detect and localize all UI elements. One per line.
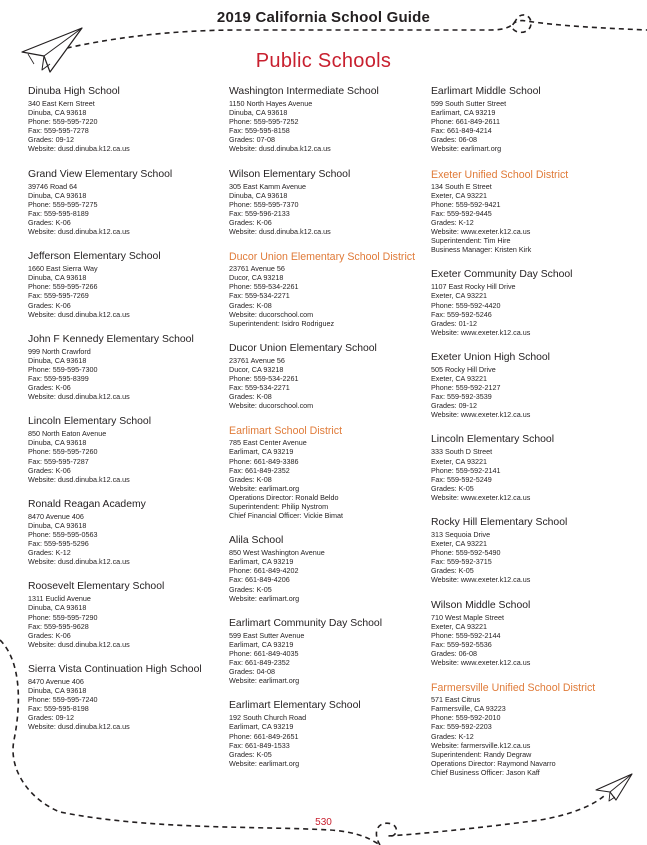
school-name: Wilson Elementary School <box>229 168 351 180</box>
section-title: Public Schools <box>255 50 392 72</box>
listing-detail-line: Grades: 06-08 <box>431 648 477 658</box>
school-listing <box>28 251 224 319</box>
school-name: Roosevelt Elementary School <box>28 581 165 593</box>
listing-detail-line: Dinuba, CA 93618 <box>28 190 87 200</box>
listing-detail-line: 710 West Maple Street <box>431 612 504 622</box>
listing-detail-line: Phone: 559-592-5490 <box>431 548 501 558</box>
listing-detail-line: Grades: K-12 <box>28 548 71 558</box>
listing-detail-line: Fax: 559-592-9445 <box>431 208 492 218</box>
listing-detail-line: 39746 Road 64 <box>28 181 78 191</box>
listing-detail-line: 599 East Sutter Avenue <box>229 630 305 640</box>
listing-detail-line: Phone: 559-595-7275 <box>28 199 98 209</box>
listing-detail-line: Grades: K-06 <box>28 383 71 393</box>
listing-detail-line: Phone: 559-592-4420 <box>431 300 501 310</box>
listing-detail-line: Website: farmersville.k12.ca.us <box>431 740 531 750</box>
listing-detail-line: Dinuba, CA 93618 <box>28 355 87 365</box>
school-name: Dinuba High School <box>28 86 120 97</box>
listing-detail-line: Grades: 01-12 <box>431 318 477 328</box>
listing-detail-line: Phone: 559-592-2141 <box>431 465 501 475</box>
listing-detail-line: Fax: 559-534-2271 <box>229 383 290 393</box>
listing-detail-line: Fax: 661-849-1533 <box>229 740 290 750</box>
listing-detail-line: Fax: 559-595-8158 <box>229 126 290 136</box>
school-listing <box>229 700 425 768</box>
listing-detail-line: Grades: K-12 <box>431 731 474 741</box>
listing-detail-line: Fax: 661-849-4206 <box>229 575 290 585</box>
listing-detail-line: Website: dusd.dinuba.k12.ca.us <box>28 474 130 484</box>
listing-detail-line: 571 East Citrus <box>431 695 481 705</box>
listing-detail-line: Ducor, CA 93218 <box>229 364 284 374</box>
listing-detail-line: Grades: K-12 <box>431 217 474 227</box>
listing-detail-line: Dinuba, CA 93618 <box>229 108 288 118</box>
listing-detail-line: 999 North Crawford <box>28 346 91 356</box>
listing-detail-line: Phone: 559-592-9421 <box>431 199 501 209</box>
school-listing <box>229 169 425 237</box>
listing-detail-line: Website: earlimart.org <box>229 593 300 603</box>
listing-detail-line: Phone: 559-595-7240 <box>28 695 98 705</box>
listing-detail-line: Phone: 661-849-2651 <box>229 731 299 741</box>
district-name: Earlimart School District <box>229 425 343 438</box>
listing-detail-line: Exeter, CA 93221 <box>431 456 487 466</box>
listing-detail-line: Fax: 559-595-5296 <box>28 539 89 549</box>
listing-detail-line: Grades: K-05 <box>229 584 272 594</box>
listing-detail-line: Grades: K-06 <box>28 465 71 475</box>
listing-detail-line: Website: www.exeter.k12.ca.us <box>431 492 531 502</box>
listing-detail-line: Dinuba, CA 93618 <box>28 686 87 696</box>
listing-detail-line: Superintendent: Philip Nystrom <box>229 502 329 511</box>
listing-detail-line: Phone: 559-595-7290 <box>28 612 98 622</box>
listing-detail-line: Phone: 661-849-2611 <box>431 117 501 127</box>
listing-detail-line: Fax: 559-592-3715 <box>431 557 492 567</box>
listing-detail-line: Website: earlimart.org <box>229 758 300 768</box>
listing-detail-line: Phone: 559-534-2261 <box>229 373 299 383</box>
listing-detail-line: 23761 Avenue 56 <box>229 355 285 365</box>
listing-detail-line: 850 West Washington Avenue <box>229 548 325 558</box>
school-listing <box>28 416 224 484</box>
listing-detail-line: Phone: 559-595-7220 <box>28 117 98 127</box>
listing-detail-line: Earlimart, CA 93219 <box>229 722 294 732</box>
listing-detail-line: Website: dusd.dinuba.k12.ca.us <box>28 392 130 402</box>
listing-detail-line: Grades: 06-08 <box>431 135 477 145</box>
listing-detail-line: Phone: 559-592-2127 <box>431 383 501 393</box>
guide-title: 2019 California School Guide <box>216 9 431 26</box>
listing-detail-line: Website: earlimart.org <box>229 676 300 686</box>
district-name: Farmersville Unified School District <box>431 682 596 695</box>
listing-detail-line: Exeter, CA 93221 <box>431 373 487 383</box>
listing-detail-line: Chief Business Officer: Jason Kaff <box>431 767 540 777</box>
school-name: John F Kennedy Elementary School <box>28 333 194 345</box>
listing-detail-line: Phone: 559-595-7266 <box>28 282 98 292</box>
listing-detail-line: Superintendent: Tim Hire <box>431 236 511 246</box>
school-name: Jefferson Elementary School <box>28 251 161 263</box>
school-name: Grand View Elementary School <box>28 168 173 180</box>
listing-detail-line: Grades: K-06 <box>28 217 71 227</box>
listing-detail-line: Fax: 661-849-2352 <box>229 465 290 475</box>
listing-detail-line: Website: dusd.dinuba.k12.ca.us <box>28 144 130 154</box>
listing-detail-line: Grades: K-05 <box>431 566 474 576</box>
listing-detail-line: Phone: 559-595-7260 <box>28 447 98 457</box>
listing-detail-line: Fax: 559-592-3539 <box>431 392 492 402</box>
district-name: Ducor Union Elementary School District <box>229 251 416 264</box>
school-listing <box>229 535 425 603</box>
listing-detail-line: Fax: 559-596-2133 <box>229 208 290 218</box>
listing-detail-line: Phone: 661-849-4202 <box>229 566 299 576</box>
listing-detail-line: 23761 Avenue 56 <box>229 264 285 274</box>
listing-detail-line: Grades: 09-12 <box>431 401 477 411</box>
school-name: Ronald Reagan Academy <box>28 498 146 510</box>
school-name: Wilson Middle School <box>431 599 531 611</box>
listing-column-1 <box>28 86 224 747</box>
listing-detail-line: Grades: K-08 <box>229 474 272 484</box>
listing-detail-line: Exeter, CA 93221 <box>431 621 487 631</box>
listing-detail-line: Fax: 559-592-2203 <box>431 722 492 732</box>
listing-detail-line: Grades: K-05 <box>431 483 474 493</box>
school-name: Earlimart Middle School <box>431 86 541 97</box>
listing-detail-line: Exeter, CA 93221 <box>431 291 487 301</box>
listing-detail-line: Website: www.exeter.k12.ca.us <box>431 575 531 585</box>
listing-detail-line: Website: ducorschool.com <box>229 401 314 411</box>
listing-detail-line: 192 South Church Road <box>229 713 307 723</box>
listing-detail-line: Operations Director: Ronald Beldo <box>229 492 339 502</box>
listing-detail-line: Phone: 661-849-3386 <box>229 456 299 466</box>
listing-detail-line: Website: dusd.dinuba.k12.ca.us <box>28 309 130 319</box>
listing-detail-line: Phone: 559-592-2144 <box>431 630 501 640</box>
school-listing <box>431 600 631 668</box>
listing-detail-line: Website: www.exeter.k12.ca.us <box>431 227 531 237</box>
listing-detail-line: Phone: 559-592-2010 <box>431 713 501 723</box>
listing-detail-line: Grades: 04-08 <box>229 667 275 677</box>
school-listing <box>431 269 631 337</box>
listing-detail-line: Grades: K-08 <box>229 300 272 310</box>
listing-detail-line: Earlimart, CA 93219 <box>431 108 496 118</box>
listing-detail-line: 1660 East Sierra Way <box>28 264 98 274</box>
listing-detail-line: 785 East Center Avenue <box>229 438 307 448</box>
listing-detail-line: Grades: K-06 <box>28 630 71 640</box>
school-listing <box>229 343 425 411</box>
school-listing <box>28 581 224 649</box>
district-listing <box>431 169 631 255</box>
listing-detail-line: Dinuba, CA 93618 <box>28 603 87 613</box>
listing-detail-line: Earlimart, CA 93219 <box>229 447 294 457</box>
listing-detail-line: Fax: 661-849-2352 <box>229 658 290 668</box>
school-name: Rocky Hill Elementary School <box>431 517 568 528</box>
listing-detail-line: 305 East Kamm Avenue <box>229 181 306 191</box>
listing-detail-line: Exeter, CA 93221 <box>431 539 487 549</box>
school-listing <box>229 86 425 154</box>
listing-detail-line: Website: www.exeter.k12.ca.us <box>431 658 531 668</box>
district-listing <box>229 251 425 328</box>
listing-detail-line: Fax: 559-595-9628 <box>28 621 89 631</box>
listing-detail-line: Exeter, CA 93221 <box>431 190 487 200</box>
listing-detail-line: 313 Sequoia Drive <box>431 530 491 539</box>
school-listing <box>431 86 631 154</box>
listing-detail-line: Phone: 559-595-7300 <box>28 364 98 374</box>
listing-detail-line: 333 South D Street <box>431 447 493 457</box>
school-name: Earlimart Elementary School <box>229 700 361 712</box>
listing-detail-line: Grades: 07-08 <box>229 135 275 145</box>
listing-detail-line: Fax: 559-595-7287 <box>28 456 89 466</box>
listing-detail-line: Website: www.exeter.k12.ca.us <box>431 410 531 420</box>
school-name: Alila School <box>229 535 284 547</box>
listing-detail-line: Fax: 559-595-7278 <box>28 126 89 136</box>
school-name: Earlimart Community Day School <box>229 617 383 629</box>
listing-detail-line: Grades: K-06 <box>28 300 71 310</box>
district-listing <box>229 425 425 520</box>
listing-detail-line: Website: ducorschool.com <box>229 309 314 319</box>
listing-detail-line: Phone: 559-595-0563 <box>28 530 98 539</box>
listing-detail-line: Website: www.exeter.k12.ca.us <box>431 327 531 337</box>
listing-detail-line: Dinuba, CA 93618 <box>28 108 87 118</box>
listing-detail-line: Fax: 559-595-7269 <box>28 291 89 301</box>
listing-detail-line: Ducor, CA 93218 <box>229 273 284 283</box>
school-name: Exeter Community Day School <box>431 269 573 281</box>
school-listing <box>28 664 224 732</box>
listing-detail-line: Fax: 559-592-5246 <box>431 309 492 319</box>
page-number: 530 <box>315 817 332 828</box>
school-listing <box>28 86 224 154</box>
listing-column-3 <box>431 86 631 792</box>
listing-detail-line: Superintendent: Isidro Rodriguez <box>229 318 335 328</box>
listing-detail-line: Earlimart, CA 93219 <box>229 557 294 567</box>
school-listing <box>28 499 224 567</box>
district-listing <box>431 682 631 777</box>
school-listing <box>229 618 425 686</box>
listing-detail-line: Grades: K-06 <box>229 217 272 227</box>
listing-detail-line: Phone: 661-849-4035 <box>229 648 299 658</box>
listing-detail-line: 1311 Euclid Avenue <box>28 594 91 604</box>
listing-detail-line: 340 East Kern Street <box>28 99 95 108</box>
listing-detail-line: Farmersville, CA 93223 <box>431 704 506 714</box>
listing-detail-line: Fax: 559-595-8399 <box>28 373 89 383</box>
listing-detail-line: Earlimart, CA 93219 <box>229 639 294 649</box>
listing-detail-line: Website: earlimart.org <box>229 483 300 493</box>
listing-detail-line: Website: dusd.dinuba.k12.ca.us <box>28 722 130 732</box>
listing-detail-line: Website: dusd.dinuba.k12.ca.us <box>28 227 130 237</box>
listing-detail-line: 599 South Sutter Street <box>431 99 507 108</box>
listing-detail-line: 505 Rocky Hill Drive <box>431 364 496 374</box>
listing-detail-line: Fax: 559-595-8198 <box>28 704 89 714</box>
listing-detail-line: Dinuba, CA 93618 <box>28 438 87 448</box>
listing-detail-line: Superintendent: Randy Degraw <box>431 749 532 759</box>
listing-detail-line: Chief Financial Officer: Vickie Bimat <box>229 511 343 521</box>
listing-detail-line: 134 South E Street <box>431 181 492 191</box>
listing-detail-line: Phone: 559-534-2261 <box>229 282 299 292</box>
school-listing <box>431 352 631 420</box>
listing-detail-line: Grades: 09-12 <box>28 713 74 723</box>
school-listing <box>431 434 631 502</box>
listing-detail-line: Phone: 559-595-7252 <box>229 117 299 127</box>
school-name: Ducor Union Elementary School <box>229 342 377 354</box>
listing-detail-line: 8470 Avenue 406 <box>28 511 84 521</box>
listing-detail-line: Grades: K-08 <box>229 392 272 402</box>
listing-detail-line: Website: earlimart.org <box>431 144 502 154</box>
listing-detail-line: Dinuba, CA 93618 <box>28 520 87 530</box>
school-name: Exeter Union High School <box>431 351 550 363</box>
listing-detail-line: Fax: 559-534-2271 <box>229 291 290 301</box>
listing-detail-line: 1107 East Rocky Hill Drive <box>431 282 516 292</box>
listing-detail-line: Fax: 559-592-5536 <box>431 639 492 649</box>
listing-detail-line: Website: dusd.dinuba.k12.ca.us <box>28 639 130 649</box>
listing-detail-line: 850 North Eaton Avenue <box>28 429 107 439</box>
listing-detail-line: Fax: 661-849-4214 <box>431 126 492 136</box>
listing-detail-line: Grades: 09-12 <box>28 135 74 145</box>
school-name: Lincoln Elementary School <box>431 434 555 446</box>
listing-detail-line: Website: dusd.dinuba.k12.ca.us <box>28 557 130 567</box>
school-name: Sierra Vista Continuation High School <box>28 663 202 675</box>
listing-detail-line: Business Manager: Kristen Kirk <box>431 245 532 255</box>
school-name: Washington Intermediate School <box>229 86 379 97</box>
listing-detail-line: 1150 North Hayes Avenue <box>229 99 313 108</box>
listing-detail-line: 8470 Avenue 406 <box>28 676 84 686</box>
listing-detail-line: Website: dusd.dinuba.k12.ca.us <box>229 144 331 154</box>
listing-detail-line: Fax: 559-595-8189 <box>28 208 89 218</box>
listing-detail-line: Operations Director: Raymond Navarro <box>431 758 556 768</box>
school-listing <box>28 169 224 237</box>
listing-detail-line: Phone: 559-595-7370 <box>229 199 299 209</box>
listing-detail-line: Fax: 559-592-5249 <box>431 474 492 484</box>
listing-detail-line: Website: dusd.dinuba.k12.ca.us <box>229 227 331 237</box>
school-listing <box>431 517 631 585</box>
school-listing <box>28 334 224 402</box>
school-name: Lincoln Elementary School <box>28 416 152 428</box>
listing-column-2 <box>229 86 425 783</box>
district-name: Exeter Unified School District <box>431 168 569 181</box>
listing-detail-line: Dinuba, CA 93618 <box>229 190 288 200</box>
listing-detail-line: Grades: K-05 <box>229 749 272 759</box>
listing-detail-line: Dinuba, CA 93618 <box>28 273 87 283</box>
